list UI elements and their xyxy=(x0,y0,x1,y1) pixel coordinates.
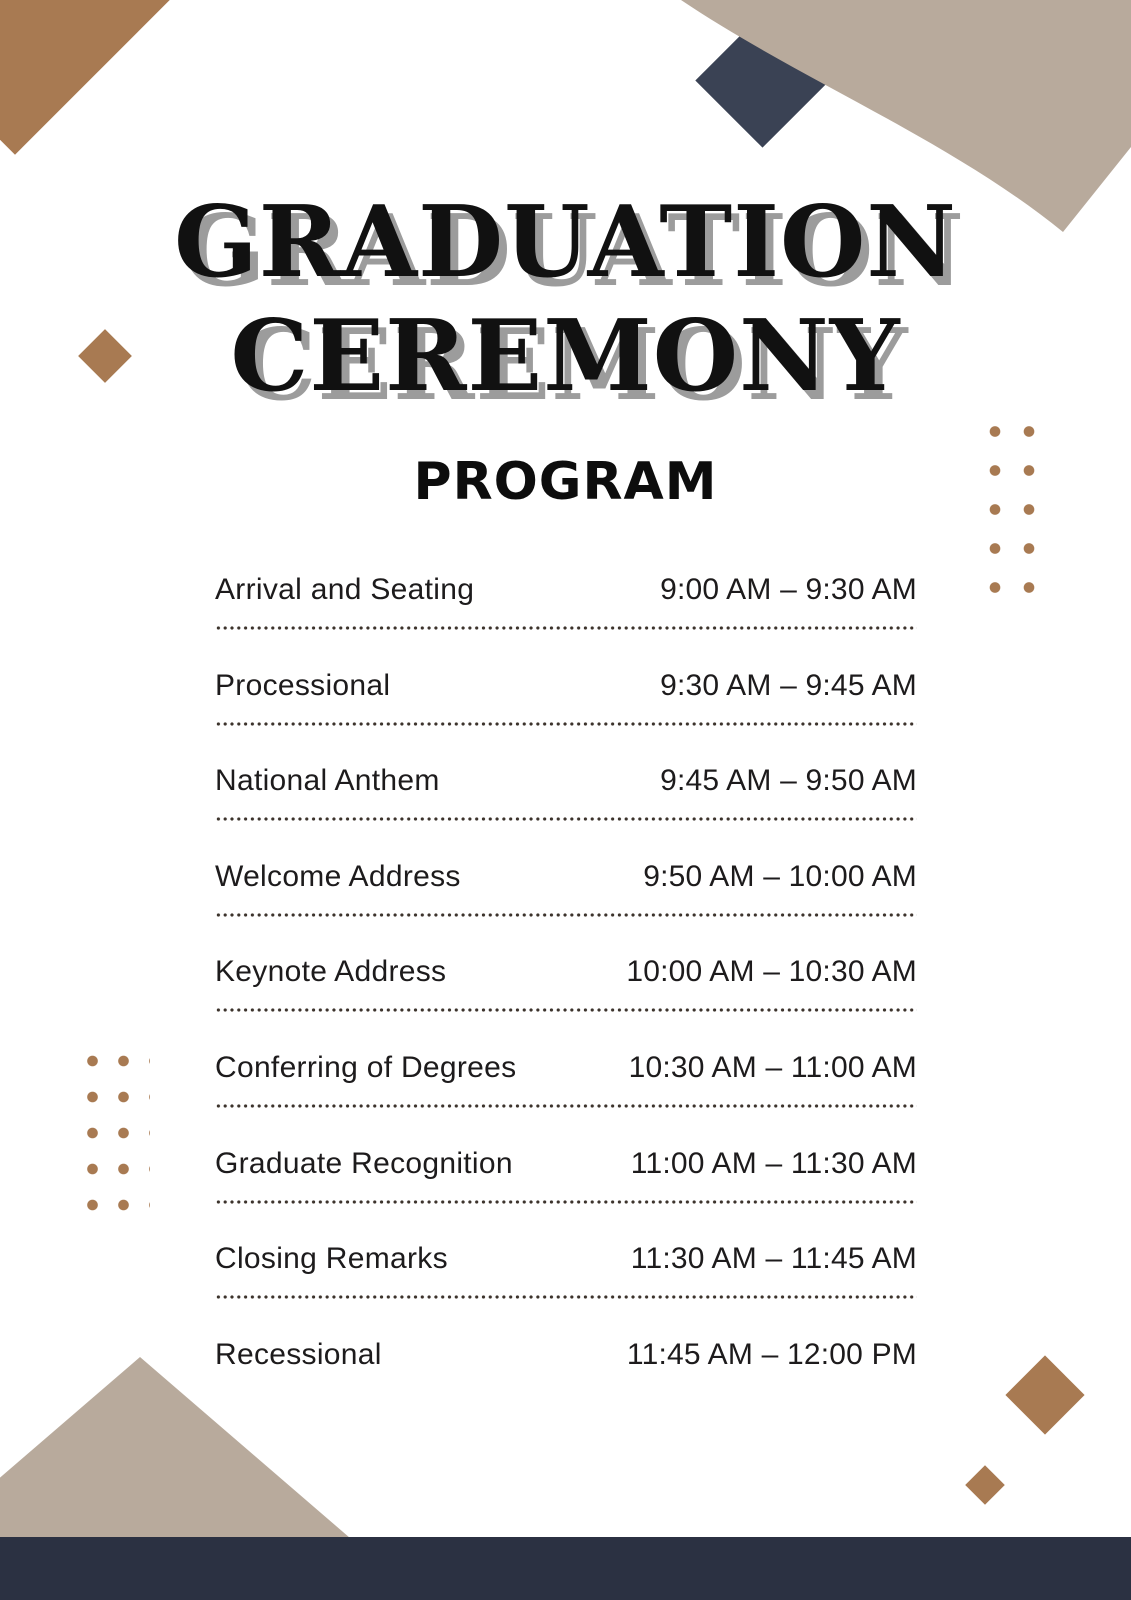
dotted-separator xyxy=(215,1104,917,1108)
event-name: Conferring of Degrees xyxy=(215,1050,517,1084)
schedule-row xyxy=(215,843,917,939)
event-name: Arrival and Seating xyxy=(215,573,475,606)
dotted-separator xyxy=(215,722,917,726)
schedule-row xyxy=(215,1321,917,1417)
event-time: 9:30 AM – 9:45 AM xyxy=(660,668,917,702)
event-time: 11:30 AM – 11:45 AM xyxy=(630,1242,917,1276)
event-name: Graduate Recognition xyxy=(215,1146,513,1180)
footer-bar xyxy=(0,1537,1131,1600)
top-left-brown-diamond-icon xyxy=(0,0,185,155)
dotted-separator xyxy=(215,626,917,630)
dot-grid-right xyxy=(978,412,1057,618)
event-name: Recessional xyxy=(215,1337,382,1371)
event-time: 9:45 AM – 9:50 AM xyxy=(660,764,917,798)
dotted-separator xyxy=(215,1008,917,1012)
schedule-row xyxy=(215,1130,917,1226)
event-time: 9:00 AM – 9:30 AM xyxy=(660,573,917,606)
dotted-separator xyxy=(215,913,917,917)
schedule-list xyxy=(215,556,917,1416)
schedule-row xyxy=(215,747,917,843)
page-title-line1: GRADUATION xyxy=(174,185,957,300)
event-name: National Anthem xyxy=(215,764,440,798)
dotted-separator xyxy=(215,817,917,821)
event-name: Keynote Address xyxy=(215,955,447,989)
event-time: 10:30 AM – 11:00 AM xyxy=(628,1050,917,1084)
event-time: 10:00 AM – 10:30 AM xyxy=(626,955,917,989)
schedule-row xyxy=(215,556,917,652)
bottom-right-big-brown-diamond-icon xyxy=(1005,1355,1084,1434)
page-title-line2: CEREMONY xyxy=(230,299,901,414)
event-name: Processional xyxy=(215,668,391,702)
schedule-row xyxy=(215,938,917,1034)
event-time: 9:50 AM – 10:00 AM xyxy=(643,859,917,893)
event-time: 11:00 AM – 11:30 AM xyxy=(630,1146,917,1180)
dotted-separator xyxy=(215,1295,917,1299)
schedule-row xyxy=(215,652,917,748)
page-title xyxy=(0,186,1131,414)
dotted-separator xyxy=(215,1200,917,1204)
page-subtitle: PROGRAM xyxy=(413,452,718,512)
dot-grid-left xyxy=(77,1043,150,1234)
bottom-right-small-brown-diamond-icon xyxy=(965,1465,1005,1505)
event-time: 11:45 AM – 12:00 PM xyxy=(626,1337,917,1371)
schedule-row xyxy=(215,1225,917,1321)
event-name: Welcome Address xyxy=(215,859,461,893)
schedule-row xyxy=(215,1034,917,1130)
event-name: Closing Remarks xyxy=(215,1242,448,1276)
